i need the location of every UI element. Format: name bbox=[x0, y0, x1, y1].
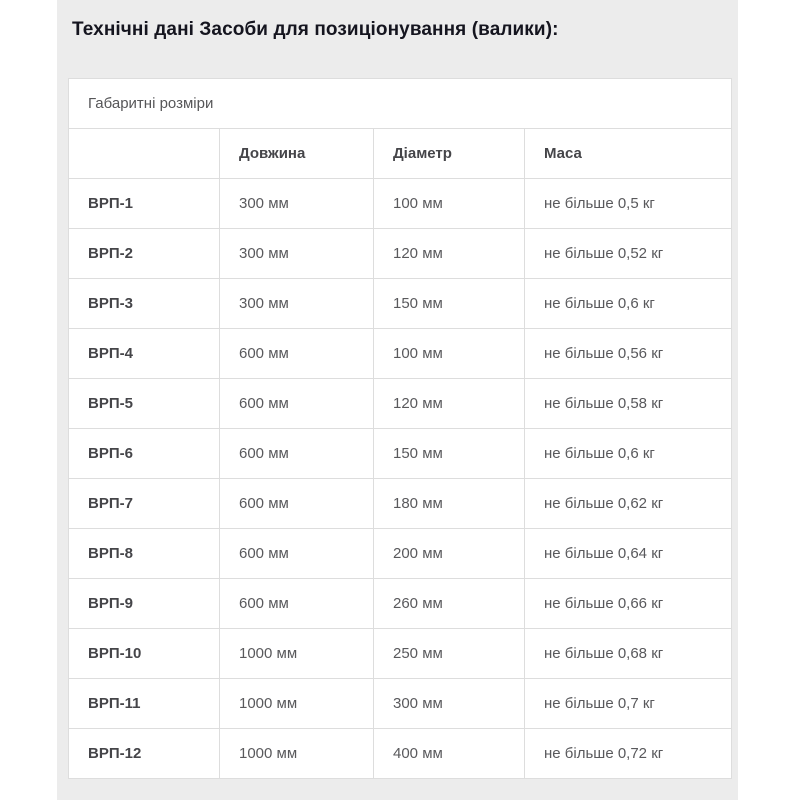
table-row bbox=[69, 579, 732, 629]
row-mass-cell: не більше 0,5 кг bbox=[525, 179, 732, 229]
row-diameter-cell: 100 мм bbox=[374, 179, 525, 229]
row-model-cell: ВРП-5 bbox=[69, 379, 220, 429]
row-diameter-cell: 400 мм bbox=[374, 729, 525, 779]
row-diameter-cell: 180 мм bbox=[374, 479, 525, 529]
row-model-cell: ВРП-7 bbox=[69, 479, 220, 529]
row-mass-cell: не більше 0,52 кг bbox=[525, 229, 732, 279]
col-header-mass: Маса bbox=[525, 129, 732, 179]
table-caption-row bbox=[69, 79, 732, 129]
row-mass-cell: не більше 0,6 кг bbox=[525, 429, 732, 479]
row-diameter-cell: 260 мм bbox=[374, 579, 525, 629]
table-row bbox=[69, 729, 732, 779]
table-row bbox=[69, 479, 732, 529]
row-model-cell: ВРП-2 bbox=[69, 229, 220, 279]
table-row bbox=[69, 329, 732, 379]
col-header-model bbox=[69, 129, 220, 179]
row-model-cell: ВРП-9 bbox=[69, 579, 220, 629]
row-model-cell: ВРП-4 bbox=[69, 329, 220, 379]
row-length-cell: 1000 мм bbox=[220, 729, 374, 779]
table-row bbox=[69, 429, 732, 479]
table-row bbox=[69, 679, 732, 729]
table-row bbox=[69, 529, 732, 579]
table-row bbox=[69, 629, 732, 679]
row-diameter-cell: 250 мм bbox=[374, 629, 525, 679]
table-body bbox=[69, 179, 732, 779]
row-diameter-cell: 150 мм bbox=[374, 279, 525, 329]
row-model-cell: ВРП-11 bbox=[69, 679, 220, 729]
row-mass-cell: не більше 0,64 кг bbox=[525, 529, 732, 579]
row-length-cell: 600 мм bbox=[220, 379, 374, 429]
table-row bbox=[69, 379, 732, 429]
col-header-length: Довжина bbox=[220, 129, 374, 179]
row-model-cell: ВРП-1 bbox=[69, 179, 220, 229]
table-container bbox=[68, 78, 738, 779]
row-length-cell: 1000 мм bbox=[220, 679, 374, 729]
row-mass-cell: не більше 0,6 кг bbox=[525, 279, 732, 329]
row-diameter-cell: 300 мм bbox=[374, 679, 525, 729]
row-model-cell: ВРП-6 bbox=[69, 429, 220, 479]
row-diameter-cell: 200 мм bbox=[374, 529, 525, 579]
row-length-cell: 600 мм bbox=[220, 479, 374, 529]
column-header-row bbox=[69, 129, 732, 179]
row-mass-cell: не більше 0,62 кг bbox=[525, 479, 732, 529]
row-length-cell: 600 мм bbox=[220, 429, 374, 479]
row-model-cell: ВРП-8 bbox=[69, 529, 220, 579]
row-mass-cell: не більше 0,66 кг bbox=[525, 579, 732, 629]
page-title: Технічні дані Засоби для позиціонування (валики): bbox=[72, 19, 559, 40]
row-length-cell: 600 мм bbox=[220, 579, 374, 629]
row-diameter-cell: 150 мм bbox=[374, 429, 525, 479]
row-length-cell: 600 мм bbox=[220, 529, 374, 579]
row-mass-cell: не більше 0,7 кг bbox=[525, 679, 732, 729]
row-mass-cell: не більше 0,56 кг bbox=[525, 329, 732, 379]
row-length-cell: 300 мм bbox=[220, 179, 374, 229]
table-row bbox=[69, 179, 732, 229]
row-length-cell: 1000 мм bbox=[220, 629, 374, 679]
row-model-cell: ВРП-10 bbox=[69, 629, 220, 679]
table-row bbox=[69, 279, 732, 329]
col-header-diameter: Діаметр bbox=[374, 129, 525, 179]
row-mass-cell: не більше 0,72 кг bbox=[525, 729, 732, 779]
row-diameter-cell: 120 мм bbox=[374, 379, 525, 429]
row-mass-cell: не більше 0,58 кг bbox=[525, 379, 732, 429]
row-diameter-cell: 100 мм bbox=[374, 329, 525, 379]
row-length-cell: 600 мм bbox=[220, 329, 374, 379]
row-model-cell: ВРП-3 bbox=[69, 279, 220, 329]
row-length-cell: 300 мм bbox=[220, 279, 374, 329]
row-diameter-cell: 120 мм bbox=[374, 229, 525, 279]
row-length-cell: 300 мм bbox=[220, 229, 374, 279]
content-band bbox=[57, 0, 738, 800]
row-model-cell: ВРП-12 bbox=[69, 729, 220, 779]
table-caption: Габаритні розміри bbox=[69, 79, 732, 129]
table-row bbox=[69, 229, 732, 279]
row-mass-cell: не більше 0,68 кг bbox=[525, 629, 732, 679]
dimensions-table bbox=[68, 78, 732, 779]
